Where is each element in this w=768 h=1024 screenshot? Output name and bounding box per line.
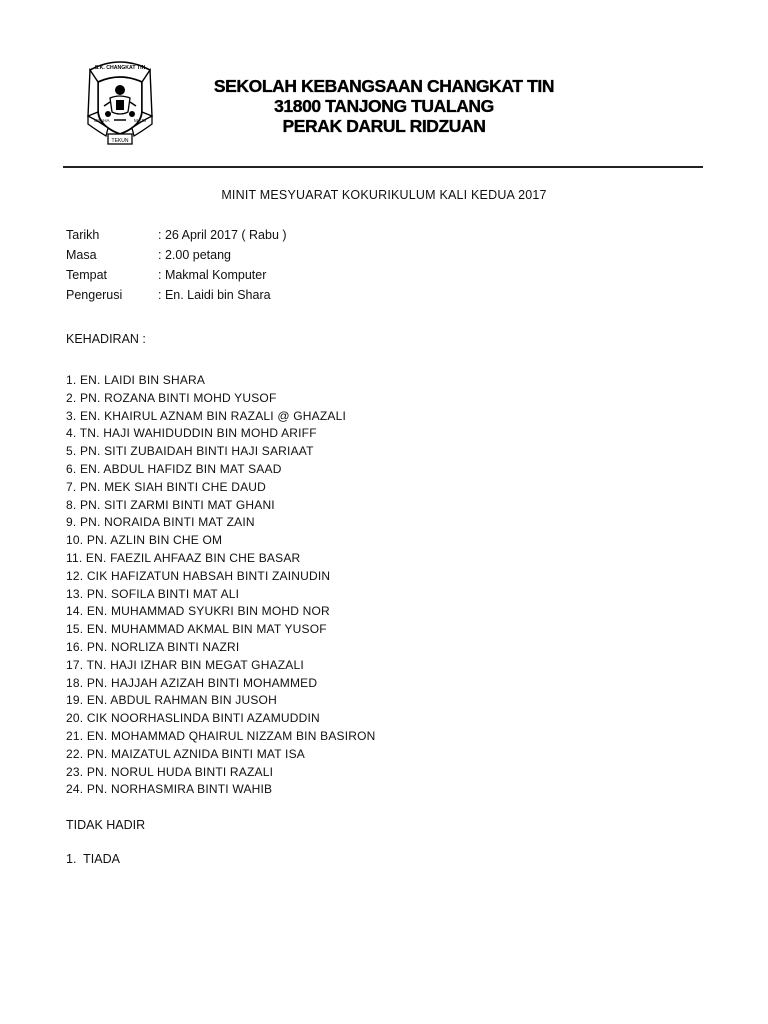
list-item: 17. TN. HAJI IZHAR BIN MEGAT GHAZALI <box>66 657 304 672</box>
list-item: 19. EN. ABDUL RAHMAN BIN JUSOH <box>66 693 277 708</box>
detail-row-date <box>66 228 287 248</box>
list-item: 24. PN. NORHASMIRA BINTI WAHIB <box>66 782 273 797</box>
school-address: 31800 TANJONG TUALANG <box>274 96 494 116</box>
list-item: 20. CIK NOORHASLINDA BINTI AZAMUDDIN <box>66 711 320 726</box>
logo-text-bottom: TEKUN <box>111 138 129 144</box>
list-item: 18. PN. HAJJAH AZIZAH BINTI MOHAMMED <box>66 675 318 690</box>
absent-list-item: 1. TIADA <box>66 852 120 866</box>
list-item: 21. EN. MOHAMMAD QHAIRUL NIZZAM BIN BASIRON <box>66 728 376 743</box>
detail-row-time <box>66 248 287 268</box>
header-divider <box>63 166 703 168</box>
list-item: 23. PN. NORUL HUDA BINTI RAZALI <box>66 764 274 779</box>
detail-label: Tempat <box>66 268 107 282</box>
school-state: PERAK DARUL RIDZUAN <box>282 116 486 136</box>
list-item: 5. PN. SITI ZUBAIDAH BINTI HAJI SARIAAT <box>66 444 314 459</box>
list-item: 6. EN. ABDUL HAFIDZ BIN MAT SAAD <box>66 461 282 476</box>
detail-label: Pengerusi <box>66 288 123 302</box>
list-item: 1. EN. LAIDI BIN SHARA <box>66 373 206 387</box>
detail-value: : Makmal Komputer <box>158 268 267 282</box>
letterhead <box>170 76 598 136</box>
list-item: 11. EN. FAEZIL AHFAAZ BIN CHE BASAR <box>66 550 301 565</box>
school-name: SEKOLAH KEBANGSAAN CHANGKAT TIN <box>213 76 555 96</box>
document-title: MINIT MESYUARAT KOKURIKULUM KALI KEDUA 2017 <box>221 188 547 202</box>
list-item: 8. PN. SITI ZARMI BINTI MAT GHANI <box>66 497 275 512</box>
meeting-details <box>66 228 287 308</box>
list-item: 16. PN. NORLIZA BINTI NAZRI <box>66 639 240 654</box>
detail-row-venue <box>66 268 287 288</box>
list-item: 7. PN. MEK SIAH BINTI CHE DAUD <box>66 479 267 494</box>
list-item: 22. PN. MAIZATUL AZNIDA BINTI MAT ISA <box>66 746 306 761</box>
attendance-list <box>66 372 376 799</box>
absent-heading: TIDAK HADIR <box>66 818 146 832</box>
list-item: 9. PN. NORAIDA BINTI MAT ZAIN <box>66 515 255 530</box>
list-item: 14. EN. MUHAMMAD SYUKRI BIN MOHD NOR <box>66 604 330 619</box>
list-item: 15. EN. MUHAMMAD AKMAL BIN MAT YUSOF <box>66 622 327 637</box>
detail-label: Masa <box>66 248 97 262</box>
list-item: 2. PN. ROZANA BINTI MOHD YUSOF <box>66 390 277 405</box>
detail-value: : 26 April 2017 ( Rabu ) <box>158 228 287 242</box>
detail-value: : 2.00 petang <box>158 248 231 262</box>
logo-text-top: S.K. CHANGKAT TIN <box>94 65 146 71</box>
logo-text-left: USAHA <box>94 118 110 123</box>
detail-value: : En. Laidi bin Shara <box>158 288 271 302</box>
attendance-heading: KEHADIRAN : <box>66 332 146 346</box>
logo-text-right: MAJU <box>134 118 147 123</box>
list-item: 10. PN. AZLIN BIN CHE OM <box>66 533 223 548</box>
list-item: 12. CIK HAFIZATUN HABSAH BINTI ZAINUDIN <box>66 568 331 583</box>
list-item: 4. TN. HAJI WAHIDUDDIN BIN MOHD ARIFF <box>66 426 317 441</box>
detail-label: Tarikh <box>66 228 100 242</box>
list-item: 13. PN. SOFILA BINTI MAT ALI <box>66 586 240 601</box>
list-item: 3. EN. KHAIRUL AZNAM BIN RAZALI @ GHAZALI <box>66 408 346 423</box>
detail-row-chair <box>66 288 287 308</box>
school-crest-icon <box>86 56 154 148</box>
